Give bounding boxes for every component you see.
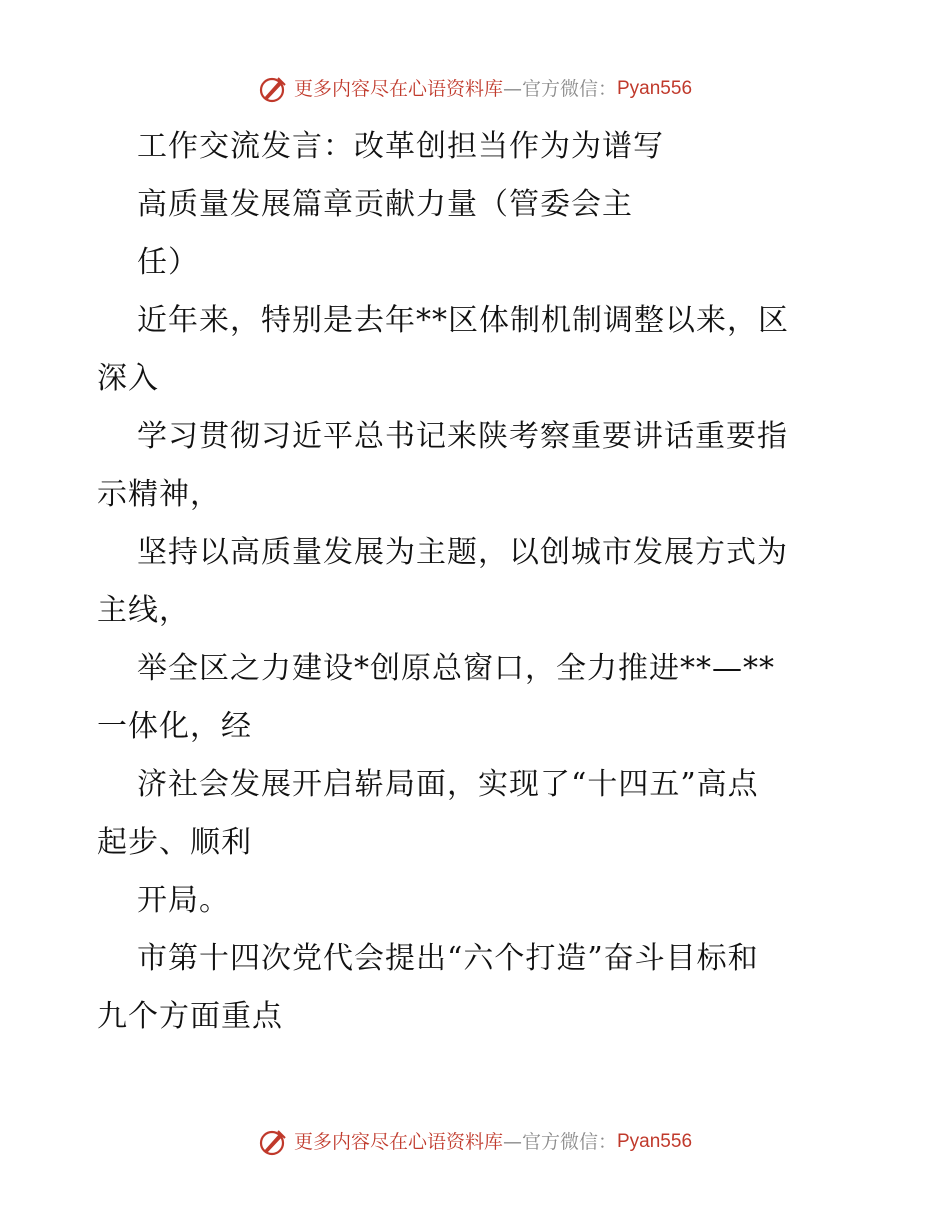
paragraph-line: 示精神， bbox=[97, 477, 221, 512]
watermark-dash: — bbox=[502, 1131, 522, 1153]
header-watermark bbox=[0, 74, 950, 104]
paragraph-line: 九个方面重点 bbox=[97, 999, 283, 1034]
watermark-main-text: 更多内容尽在心语资料库 bbox=[293, 1131, 503, 1153]
watermark-dash: — bbox=[502, 78, 522, 100]
paragraph-line: 近年来，特别是去年**区体制机制调整以来，区 bbox=[137, 303, 789, 338]
paragraph-line: 开局。 bbox=[137, 883, 230, 918]
document-title-line: 高质量发展篇章贡献力量（管委会主 bbox=[137, 187, 633, 222]
watermark-main-text: 更多内容尽在心语资料库 bbox=[293, 78, 503, 100]
quill-pen-icon bbox=[258, 74, 288, 104]
paragraph-line: 济社会发展开启崭局面，实现了“十四五”高点 bbox=[137, 767, 759, 802]
document-title-line: 任） bbox=[137, 245, 199, 280]
quill-pen-icon bbox=[258, 1127, 288, 1157]
document-title-line: 工作交流发言：改革创担当作为为谱写 bbox=[137, 129, 664, 164]
watermark-wechat-id: Pyan556 bbox=[617, 78, 693, 99]
paragraph-line: 深入 bbox=[97, 361, 159, 396]
paragraph-line: 坚持以高质量发展为主题，以创城市发展方式为 bbox=[137, 535, 788, 570]
paragraph-line: 一体化，经 bbox=[97, 709, 252, 744]
watermark-wechat-label: 官方微信： bbox=[521, 1131, 617, 1153]
paragraph-line: 举全区之力建设*创原总窗口，全力推进**—** bbox=[137, 651, 775, 686]
paragraph-line: 主线， bbox=[97, 593, 190, 628]
watermark-wechat-label: 官方微信： bbox=[521, 78, 617, 100]
paragraph-line: 市第十四次党代会提出“六个打造”奋斗目标和 bbox=[137, 941, 759, 976]
document-body bbox=[97, 118, 857, 1046]
footer-watermark bbox=[0, 1127, 950, 1157]
paragraph-line: 学习贯彻习近平总书记来陕考察重要讲话重要指 bbox=[137, 419, 788, 454]
watermark-wechat-id: Pyan556 bbox=[617, 1131, 693, 1152]
paragraph-line: 起步、顺利 bbox=[97, 825, 252, 860]
